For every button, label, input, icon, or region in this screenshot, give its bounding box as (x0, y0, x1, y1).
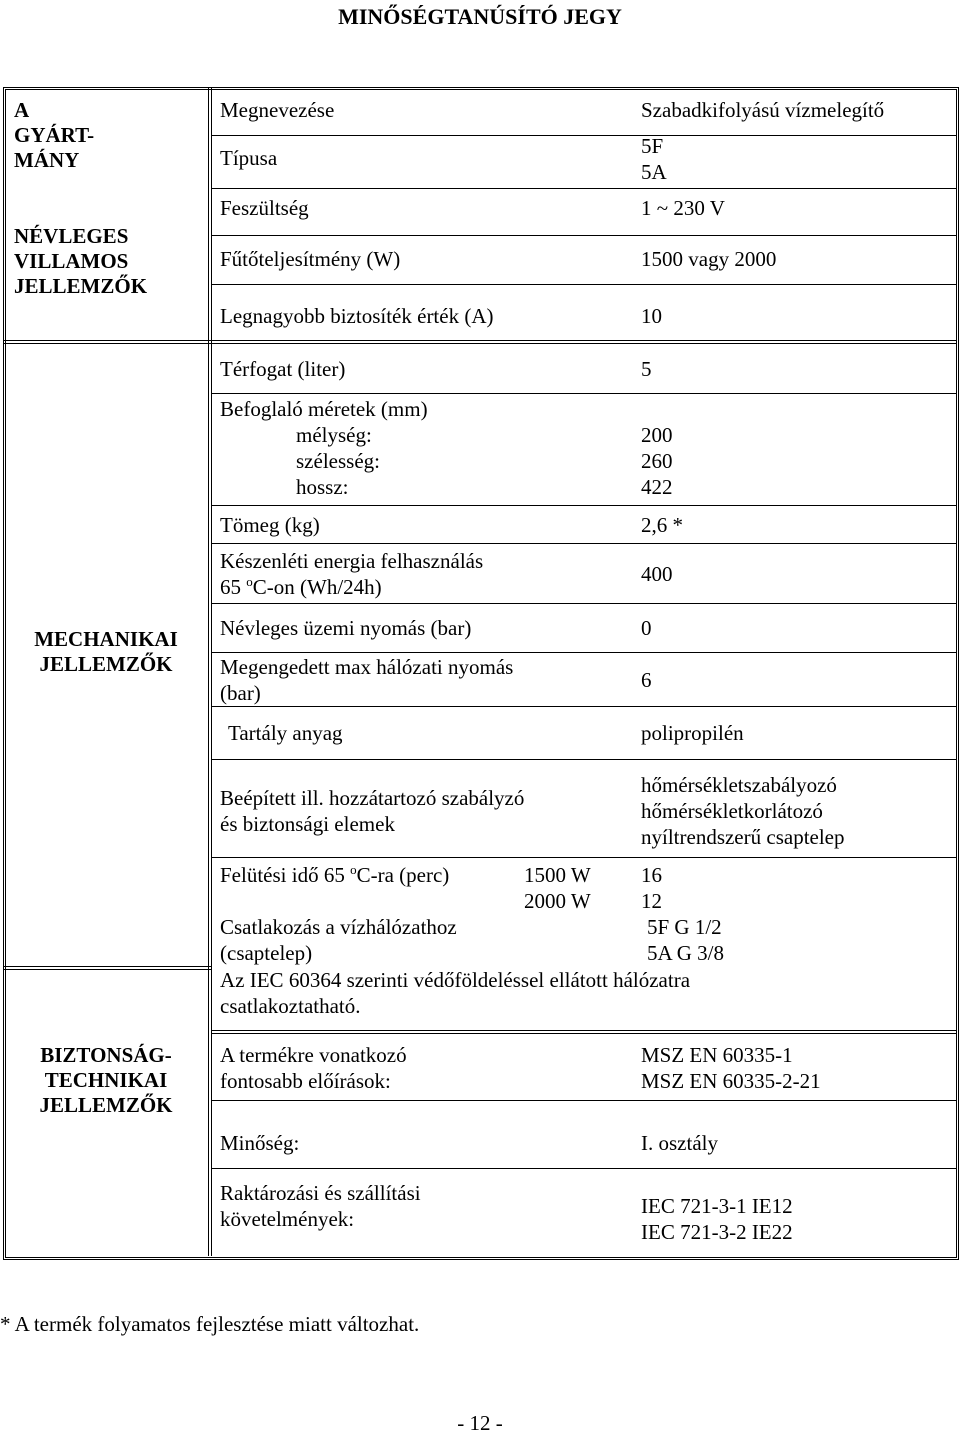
row-divider (212, 857, 956, 858)
value-futotelj: 1500 vagy 2000 (641, 247, 777, 271)
value-tipusa: 5F 5A (641, 134, 667, 184)
value-tomeg: 2,6 * (641, 513, 683, 537)
row-divider (212, 1100, 956, 1101)
value-megnevezese: Szabadkifolyású vízmelegítő (641, 98, 885, 122)
value-minoseg: I. osztály (641, 1131, 718, 1155)
row-divider (212, 543, 956, 544)
row-divider (212, 1168, 956, 1169)
row-divider (212, 505, 956, 506)
footnote: * A termék folyamatos fejlesztése miatt változhat. (0, 1312, 420, 1336)
row-divider (212, 603, 956, 604)
row-divider (212, 652, 956, 653)
label-tipusa: Típusa (220, 146, 278, 170)
value-tartaly: polipropilén (641, 721, 744, 745)
row-divider (212, 706, 956, 707)
label-keszenleti: Készenléti energia felhasználás 65 $^o$C-on (Wh/24h) (220, 549, 484, 599)
label-megnevezese: Megnevezése (220, 98, 335, 122)
label-tartaly: Tartály anyag (228, 721, 343, 745)
page-number: - 12 - (457, 1411, 503, 1435)
document-title: MINŐSÉGTANÚSÍTÓ JEGY (338, 4, 622, 29)
row-divider (212, 135, 956, 136)
sublabels-meretek: mélység: szélesség: hossz: (296, 423, 380, 499)
values-meretek: 200 260 422 (641, 423, 673, 499)
label-meretek: Befoglaló méretek (mm) (220, 397, 428, 421)
row-divider (212, 235, 956, 236)
row-divider (212, 759, 956, 760)
row-divider (212, 284, 956, 285)
section-gyartmany: A GYÁRT- MÁNY (14, 98, 95, 172)
divider-electric-mechanic (4, 340, 956, 341)
divider-mechanic-safety-right-2 (211, 1033, 956, 1034)
section-column-divider (208, 88, 209, 1256)
value-nevleges-nyomas: 0 (641, 616, 652, 640)
row-divider (212, 188, 956, 189)
values-raktarozasi: IEC 721-3-1 IE12 IEC 721-3-2 IE22 (641, 1194, 793, 1244)
label-felutesi: Felütési idő 65 $^o$C-ra (perc) (220, 862, 450, 887)
label-beepitett: Beépített ill. hozzátartozó szabályzó és biztonsági elemek (220, 786, 525, 836)
value-keszenleti: 400 (641, 562, 673, 586)
label-biztositek: Legnagyobb biztosíték érték (A) (220, 304, 494, 328)
label-raktarozasi: Raktározási és szállítási követelmények: (220, 1181, 421, 1231)
section-biztonsag: BIZTONSÁG- TECHNIKAI JELLEMZŐK (39, 1043, 173, 1117)
label-csatlakozas: Csatlakozás a vízhálózathoz (csaptelep) (220, 915, 457, 965)
iec-note: Az IEC 60364 szerinti védőföldeléssel ellátott hálózatra csatlakoztatható. (220, 968, 691, 1018)
label-futotelj: Fűtőteljesítmény (W) (220, 247, 401, 271)
label-terfogat: Térfogat (liter) (220, 357, 346, 381)
label-feszultseg: Feszültség (220, 196, 309, 220)
divider-mechanic-safety-2 (4, 969, 211, 970)
divider-electric-mechanic-2 (4, 343, 956, 344)
values-beepitett: hőmérsékletszabályozó hőmérsékletkorlátozó nyíltrendszerű csaptelep (641, 773, 845, 849)
label-minoseg: Minőség: (220, 1131, 300, 1155)
value-max-nyomas: 6 (641, 668, 652, 692)
section-mechanikai: MECHANIKAI JELLEMZŐK (34, 627, 178, 676)
powers-felutesi: 1500 W 2000 W (524, 863, 591, 913)
divider-mechanic-safety-right (211, 1030, 956, 1031)
divider-mechanic-safety (4, 966, 211, 967)
values-felutesi: 16 12 (641, 863, 662, 913)
values-csatlakozas: 5F G 1/2 5A G 3/8 (647, 915, 725, 965)
label-tomeg: Tömeg (kg) (220, 513, 320, 537)
label-nevleges-nyomas: Névleges üzemi nyomás (bar) (220, 616, 472, 640)
value-biztositek: 10 (641, 304, 662, 328)
label-eloirasok: A termékre vonatkozó fontosabb előírások: (220, 1043, 407, 1093)
row-divider (212, 393, 956, 394)
value-terfogat: 5 (641, 357, 652, 381)
section-column-divider-inner (211, 88, 212, 1256)
label-max-nyomas: Megengedett max hálózati nyomás (bar) (220, 655, 514, 705)
value-feszultseg: 1 ~ 230 V (641, 196, 725, 220)
section-villamos: NÉVLEGES VILLAMOS JELLEMZŐK (14, 224, 148, 298)
values-eloirasok: MSZ EN 60335-1 MSZ EN 60335-2-21 (641, 1043, 821, 1093)
